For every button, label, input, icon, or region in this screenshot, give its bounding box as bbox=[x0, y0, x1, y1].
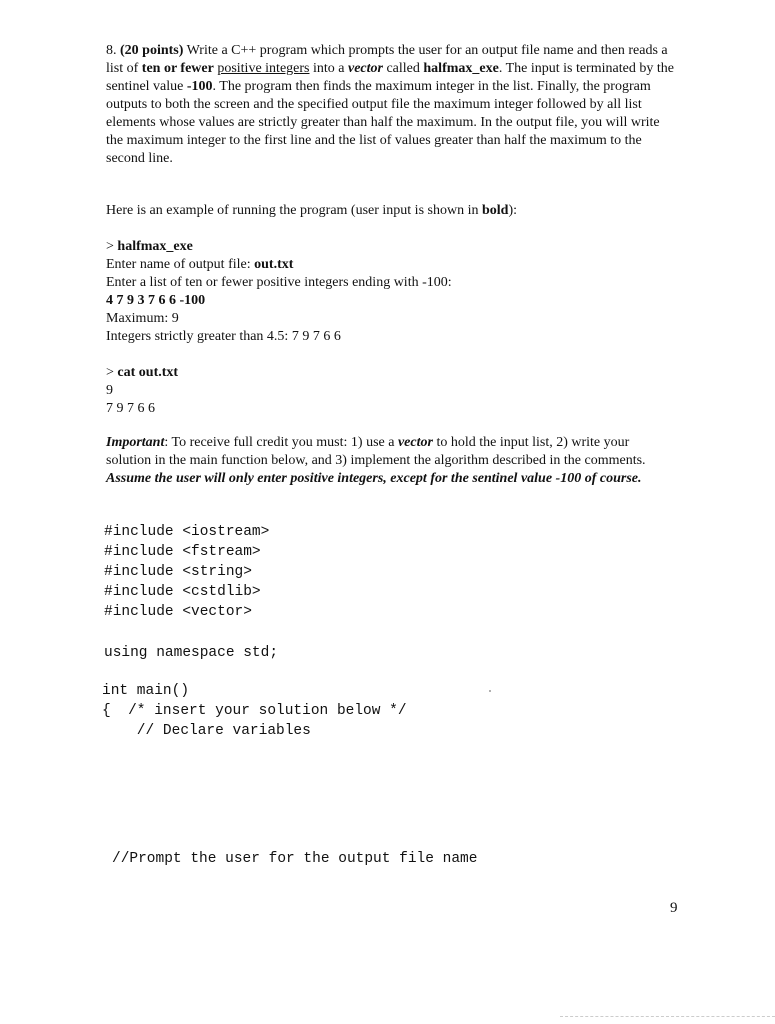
prompt-comment: //Prompt the user for the output file name bbox=[112, 851, 478, 867]
session-run-command bbox=[106, 238, 676, 256]
problem-number: 8. bbox=[106, 43, 117, 58]
important-assumption: Assume the user will only enter positive integers, except for the sentinel value -100 of course. bbox=[106, 471, 642, 486]
run-command: halfmax_exe bbox=[117, 239, 193, 254]
stray-mark bbox=[489, 690, 491, 692]
declare-comment: // Declare variables bbox=[102, 723, 311, 739]
prompt-symbol: > bbox=[106, 365, 118, 380]
example-text-1: Here is an example of running the program (user input is shown in bbox=[106, 203, 482, 218]
page-number: 9 bbox=[670, 900, 678, 916]
problem-program-name: halfmax_exe bbox=[423, 61, 499, 76]
problem-underline-positive-integers: positive integers bbox=[217, 61, 310, 76]
example-session-cat bbox=[106, 364, 676, 418]
include-cstdlib: #include <cstdlib> bbox=[104, 584, 261, 600]
filename-prompt: Enter name of output file: bbox=[106, 257, 255, 272]
main-signature: int main() bbox=[102, 683, 190, 699]
problem-text-4: called bbox=[382, 61, 424, 76]
session-filename-line bbox=[106, 256, 676, 274]
main-open-brace: { /* insert your solution below */ bbox=[102, 703, 407, 719]
session-list-prompt: Enter a list of ten or fewer positive integers ending with -100: bbox=[106, 275, 452, 290]
important-label: Important bbox=[106, 435, 165, 450]
problem-text-3: into a bbox=[309, 61, 348, 76]
cat-command: cat out.txt bbox=[117, 365, 179, 380]
prompt-symbol: > bbox=[106, 239, 118, 254]
include-fstream: #include <fstream> bbox=[104, 544, 261, 560]
session-maximum-output: Maximum: 9 bbox=[106, 311, 179, 326]
problem-text-6: . The program then finds the maximum integer in the list. Finally, the program outputs to both the screen and the specified output file the maximum integer followed by all list elements whose values are strictly greater than half the maximum. In the output file, you will write the maximum integer to the first line and the list of values greater than half the maximum to the second line. bbox=[106, 79, 660, 166]
include-iostream: #include <iostream> bbox=[104, 524, 270, 540]
example-session-run bbox=[106, 238, 676, 346]
session-greater-output: Integers strictly greater than 4.5: 7 9 7 6 6 bbox=[106, 329, 341, 344]
problem-text-5: . The input is terminated by the sentinel value bbox=[106, 61, 674, 94]
problem-points: (20 points) bbox=[120, 43, 184, 58]
important-vector-term: vector bbox=[397, 435, 433, 450]
scan-edge-line bbox=[560, 1016, 775, 1017]
problem-bold-ten-or-fewer: ten or fewer bbox=[141, 61, 214, 76]
file-line-2: 7 9 7 6 6 bbox=[106, 401, 155, 416]
session-list-input: 4 7 9 3 7 6 6 -100 bbox=[106, 293, 206, 308]
example-bold-word: bold bbox=[481, 203, 509, 218]
example-intro bbox=[106, 202, 676, 220]
code-includes bbox=[104, 522, 269, 622]
problem-sentinel-value: -100 bbox=[186, 79, 213, 94]
important-note bbox=[106, 434, 666, 488]
code-main bbox=[102, 681, 407, 741]
file-line-1: 9 bbox=[106, 383, 113, 398]
filename-input: out.txt bbox=[254, 257, 294, 272]
important-text-2: to hold the input list, 2) write your solution in the main function below, and 3) implement the algorithm described in the comments. bbox=[106, 435, 646, 468]
problem-text-1: Write a C++ program which prompts the user for an output file name and then reads a list of bbox=[106, 43, 668, 76]
session-cat-command bbox=[106, 364, 676, 382]
important-text-1: : To receive full credit you must: 1) use a bbox=[164, 435, 398, 450]
code-using: using namespace std; bbox=[104, 645, 279, 661]
example-text-2: ): bbox=[508, 203, 518, 218]
problem-vector-term: vector bbox=[347, 61, 383, 76]
problem-statement bbox=[106, 42, 676, 168]
include-string: #include <string> bbox=[104, 564, 252, 580]
include-vector: #include <vector> bbox=[104, 604, 252, 620]
